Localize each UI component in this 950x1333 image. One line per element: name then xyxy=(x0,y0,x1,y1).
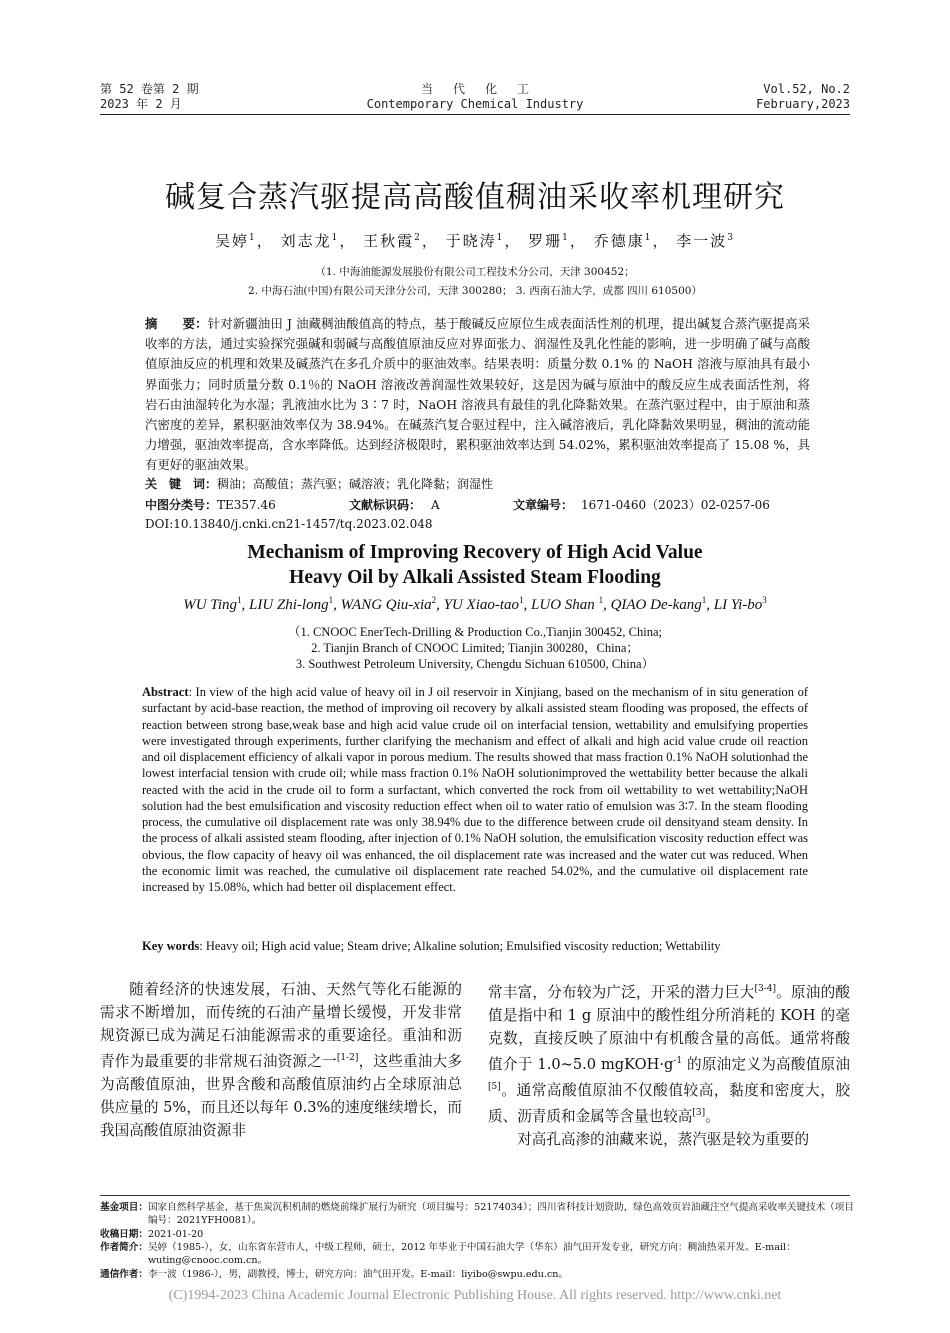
footnote-rule xyxy=(100,1195,850,1196)
author-en: QIAO De-kang xyxy=(610,597,702,613)
volume-issue-cn: 第 52 卷第 2 期 xyxy=(100,82,199,96)
journal-name-en: Contemporary Chemical Industry xyxy=(366,97,584,111)
date-en: February,2023 xyxy=(756,97,850,111)
abstract-cn-label: 摘 要： xyxy=(145,316,208,331)
author-en: LUO Shan xyxy=(531,597,599,613)
classification-row xyxy=(145,496,810,513)
footnote-corresponding xyxy=(100,1268,855,1281)
clc-label: 中图分类号： xyxy=(145,498,218,512)
doi[interactable]: DOI:10.13840/j.cnki.cn21-1457/tq.2023.02.048 xyxy=(145,517,433,531)
footnote-received xyxy=(100,1228,855,1241)
author-list-cn: 吴婷$^1$， 刘志龙$^1$， 王秋霞$^2$， 于晓涛$^1$， 罗珊$^1$， 乔德康$^1$， 李一波$^3$ xyxy=(215,232,735,250)
author-en: WU Ting xyxy=(183,597,237,613)
clc-value: TE357.46 xyxy=(217,498,276,512)
received-label: 收稿日期： xyxy=(100,1229,148,1240)
author-bio-text: 吴婷（1985-），女，山东省东营市人，中级工程师，硕士，2012 年毕业于中国石油大学（华东）油气田开发专业，研究方向：稠油热采开发。E-mail：wuting@cnooc.com.cn。 xyxy=(147,1242,796,1267)
body-paragraph: 对高孔高渗的油藏来说，蒸汽驱是较为重要的 xyxy=(517,1131,810,1148)
corresponding-text: 李一波（1986-），男，副教授，博士，研究方向：油气田开发。E-mail：liyibo@swpu.edu.cn。 xyxy=(147,1269,569,1280)
received-text: 2021-01-20 xyxy=(147,1229,204,1240)
author-en: LIU Zhi-long xyxy=(249,597,329,613)
author-en: WANG Qiu-xia xyxy=(340,597,432,613)
keywords-en-text: : Heavy oil; High acid value; Steam drive; Alkaline solution; Emulsified viscosity reduction; Wettability xyxy=(199,939,721,953)
corresponding-label: 通信作者： xyxy=(100,1269,148,1280)
body-paragraph: 常丰富，分布较为广泛，开采的潜力巨大[3-4]。原油的酸值是指中和 1 g 原油中的酸性组分所消耗的 KOH 的毫克数，直接反映了原油中有机酸含量的高低。通常将酸值介于 1.0~5.0 $mgKOH\cdot g^{-1}$ 的原油定义为高酸值原油[5]。通常高酸值原油不仅酸值较高，黏度和密度大，胶质、沥青质和金属等含量也较高[3]。 xyxy=(488,983,850,1125)
doc-code-label: 文献标识码： xyxy=(349,498,422,512)
keywords-en-label: Key words xyxy=(142,939,200,953)
title-en-line1: Mechanism of Improving Recovery of High Acid Value xyxy=(247,542,703,563)
abstract-en-label: Abstract xyxy=(142,685,189,699)
author-list-en: WU Ting$^1$, LIU Zhi-long$^1$, WANG Qiu-xia$^2$, YU Xiao-tao$^1$, LUO Shan $^1$, QIAO De-kang$^1$, LI $Yi-bo^3$ xyxy=(183,595,767,613)
doc-code-value: A xyxy=(431,498,440,512)
affiliation-en-line2: 2. Tianjin Branch of CNOOC Limited; Tianjin 300280，China； xyxy=(311,641,639,655)
header-rule xyxy=(100,114,850,115)
affiliation-cn-line1: （1. 中海油能源发展股份有限公司工程技术分公司，天津 300452； xyxy=(315,266,635,278)
article-title-en xyxy=(0,540,950,590)
footnote-fund xyxy=(100,1201,855,1227)
author-cn: 罗珊 xyxy=(528,232,563,250)
fund-text: 国家自然科学基金，基于焦炭沉积机制的燃烧前缘扩展行为研究（项目编号：52174034）；四川省科技计划资助，绿色高效页岩油藏注空气提高采收率关键技术（项目编号：2021YFH0081）。 xyxy=(147,1202,854,1227)
abstract-en-text: : In view of the high acid value of heavy oil in J oil reservoir in Xinjiang, based on the mechanism of in situ generation of surfactant by acid-base reaction, the method of improving oil recovery by alkali assisted steam flooding was proposed, the effects of reaction between strong base,weak base and high acid value crude oil on interfacial tension, wettability and emulsifying properties were investigated through experiments, further clarifying the mechanism and effect of alkali and high acid value crude oil reaction and oil displacement efficiency of alkali vapor in porous medium. The results showed that mass fraction 0.1% NaOH solutionhad the lowest interfacial tension with crude oil; while mass fraction 0.1% NaOH solutionimproved the wettability better because the alkali reacted with the acid in the crude oil to form a surfactant, which converted the rock from oil wettability to wet wettability;NaOH solution had the best emulsification and viscosity reduction effect when oil to water ratio of emulsion was 3∶7. In the steam flooding process, the cumulative oil displacement rate was only 38.94% due to the difference between crude oil densityand steam density. In the process of alkali assisted steam flooding, after injection of 0.1% NaOH solution, the emulsification viscosity reduction effect was obvious, the flow capacity of heavy oil was enhanced, the oil displacement rate was increased and the water cut was reduced. When the economic limit was reached, the cumulative oil displacement rate reached 54.02%, and the cumulative oil displacement rate increased by 15.08%, which had better oil displacement effect. xyxy=(142,685,808,894)
author-cn: 吴婷 xyxy=(215,232,250,250)
keywords-en xyxy=(142,939,808,954)
keywords-cn-text: 稠油；高酸值；蒸汽驱；碱溶液；乳化降黏；润湿性 xyxy=(217,477,494,491)
body-paragraph: 随着经济的快速发展，石油、天然气等化石能源的需求不断增加，而传统的石油产量增长缓慢，开发非常规资源已成为满足石油能源需求的重要途径。重油和沥青作为最重要的非常规石油资源之一[1-2]，这些重油大多为高酸值原油，世界含酸和高酸值原油约占全球原油总供应量的 5%，而且还以每年 0.3%的速度继续增长，而我国高酸值原油资源非 xyxy=(100,981,462,1140)
article-number-label: 文章编号： xyxy=(513,498,574,512)
affiliation-cn-line2: 2. 中海石油(中国)有限公司天津分公司，天津 300280； 3. 西南石油大学，成都 四川 610500） xyxy=(248,285,702,297)
body-column-right xyxy=(488,978,850,1151)
body-column-left xyxy=(100,978,462,1143)
affiliation-en-line1: （1. CNOOC EnerTech-Drilling & Production Co.,Tianjin 300452, China; xyxy=(288,625,662,639)
title-en-line2: Heavy Oil by Alkali Assisted Steam Flooding xyxy=(289,567,661,588)
author-cn: 于晓涛 xyxy=(445,232,497,250)
keywords-cn xyxy=(145,475,810,492)
running-header-right xyxy=(756,82,850,112)
affiliation-en-line3: 3. Southwest Petroleum University, Chengdu Sichuan 610500, China） xyxy=(295,657,655,671)
unit-exponent: -1 xyxy=(673,1056,683,1067)
author-cn: 王秋霞 xyxy=(363,232,415,250)
author-cn: 刘志龙 xyxy=(280,232,332,250)
author-en: YU Xiao-tao xyxy=(443,597,520,613)
keywords-cn-label: 关 键 词： xyxy=(145,477,218,491)
author-cn: 乔德康 xyxy=(593,232,645,250)
author-bio-label: 作者简介： xyxy=(100,1242,148,1253)
abstract-cn-text: 针对新疆油田 J 油藏稠油酸值高的特点，基于酸碱反应原位生成表面活性剂的机理，提出碱复合蒸汽驱提高采收率的方法，通过实验探究强碱和弱碱与高酸值原油反应对界面张力、润湿性及乳化性能的影响，进一步明确了碱与高酸值原油反应的机理和效果及碱蒸汽在多孔介质中的驱油效率。结果表明：质量分数 0.1% 的 NaOH 溶液与原油具有最小界面张力；同时质量分数 0.1％的 NaOH 溶液改善润湿性效果较好，这是因为碱与原油中的酸反应生成表面活性剂，将岩石由油湿转化为水湿；乳液油水比为 3∶7 时，NaOH 溶液具有最佳的乳化降黏效果。在蒸汽驱过程中，由于原油和蒸汽密度的差异，累积驱油效率仅为 38.94%。在碱蒸汽复合驱过程中，注入碱溶液后，乳化降黏效果明显，稠油的流动能力增强，驱油效率提高，含水率降低。达到经济极限时，累积驱油效率达到 54.02%，累积驱油效率提高了 15.08 %，具有更好的驱油效果。 xyxy=(145,316,811,473)
author-en: LI Yi-bo xyxy=(713,597,763,613)
citation[interactable]: [1-2] xyxy=(336,1053,359,1064)
article-number-value: 1671-0460（2023）02-0257-06 xyxy=(581,498,770,512)
fund-label: 基金项目： xyxy=(100,1202,148,1213)
citation[interactable]: [5] xyxy=(488,1082,501,1093)
volume-issue-en: Vol.52, No.2 xyxy=(763,82,850,96)
date-cn: 2023 年 2 月 xyxy=(100,97,182,111)
footnote-author xyxy=(100,1241,855,1267)
citation[interactable]: [3-4] xyxy=(754,984,776,994)
affiliations-en xyxy=(0,624,950,672)
copyright-notice: (C)1994-2023 China Academic Journal Electronic Publishing House. All rights reserved. http://www.cnki.net xyxy=(168,1288,782,1303)
citation[interactable]: [3] xyxy=(692,1108,706,1119)
abstract-en xyxy=(142,684,808,895)
author-cn: 李一波 xyxy=(676,232,728,250)
article-title-cn: 碱复合蒸汽驱提高高酸值稠油采收率机理研究 xyxy=(165,180,785,215)
journal-name-cn: 当代化工 xyxy=(420,82,549,96)
abstract-cn xyxy=(145,314,810,476)
